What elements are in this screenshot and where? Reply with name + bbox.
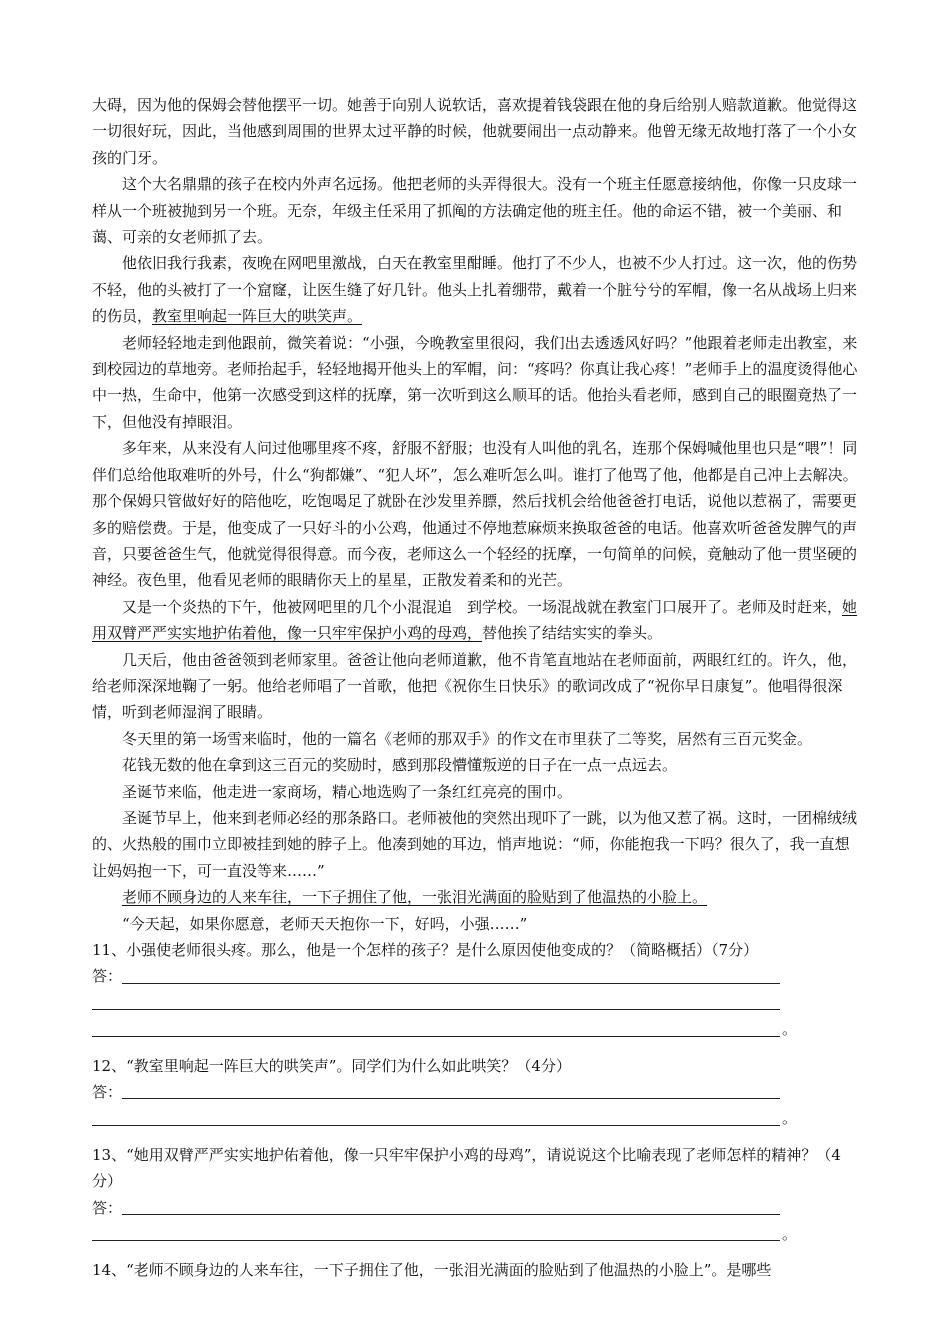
answer-blank-line[interactable]	[122, 983, 780, 984]
paragraph-text: 又是一个炎热的下午，他被网吧里的几个小混混追 到学校。一场混战就在教室门口展开了。老师及时赶来，	[122, 597, 843, 616]
paragraph-text: 花钱无数的他在拿到这三百元的奖励时，感到那段懵懂叛逆的日子在一点一点远去。	[122, 756, 678, 775]
answer-label: 答：	[92, 1198, 123, 1217]
answer-end-mark: 。	[782, 1224, 798, 1243]
passage-paragraph	[92, 92, 862, 171]
paragraph-text: “今天起，如果你愿意，老师天天抱你一下，好吗，小强……”	[122, 914, 528, 933]
passage-paragraph	[92, 726, 862, 752]
paragraph-text: 圣诞节来临，他走进一家商场，精心地选购了一条红红亮亮的围巾。	[122, 782, 573, 801]
answer-row[interactable]	[92, 1079, 862, 1105]
passage-paragraph	[92, 250, 862, 329]
answer-label: 答：	[92, 967, 123, 986]
question-text: 13、“她用双臂严严实实地护佑着他，像一只牢牢保护小鸡的母鸡”，请说说这个比喻表现了老师怎样的精神？（4分）	[92, 1145, 841, 1191]
underlined-sentence: 她用双臂严严实实地护佑着他，像一只牢牢保护小鸡的母鸡，	[92, 597, 858, 643]
question-text: 12、“教室里响起一阵巨大的哄笑声”。同学们为什么如此哄笑？（4分）	[92, 1056, 571, 1075]
underlined-sentence: 教室里响起一阵巨大的哄笑声。	[152, 307, 363, 326]
paragraph-text: 替他挨了结结实实的拳头。	[482, 624, 663, 643]
answer-blank-line[interactable]	[92, 1009, 780, 1010]
answer-blank-line[interactable]	[92, 1125, 780, 1126]
question-text: 11、小强使老师很头疼。那么，他是一个怎样的孩子？是什么原因使他变成的？（简略概括）（7分）	[92, 941, 759, 959]
question-spacer	[92, 1247, 862, 1257]
underlined-sentence: 老师不顾身边的人来车往，一下子拥住了他，一张泪光满面的脸贴到了他温热的小脸上。	[122, 888, 708, 907]
passage-paragraph	[92, 752, 862, 778]
answer-blank-row[interactable]	[92, 1221, 862, 1247]
answer-blank-row[interactable]	[92, 990, 862, 1016]
answer-end-mark: 。	[782, 1020, 798, 1039]
answer-blank-line[interactable]	[92, 1036, 780, 1037]
passage-paragraph	[92, 884, 862, 910]
question-spacer	[92, 1043, 862, 1053]
paragraph-text: 圣诞节早上，他来到老师必经的那条路口。老师被他的突然出现吓了一跳，以为他又惹了祸。这时，一团棉绒绒的、火热般的围巾立即被挂到她的脖子上。他凑到她的耳边，悄声地说：“师，你能抱我一下吗？很久了，我一直想让妈妈抱一下，可一直没等来……”	[92, 808, 858, 880]
passage-paragraph	[92, 435, 862, 593]
question-spacer	[92, 1132, 862, 1142]
answer-blank-row[interactable]	[92, 1105, 862, 1131]
paragraph-text: 这个大名鼎鼎的孩子在校内外声名远扬。他把老师的头弄得很大。没有一个班主任愿意接纳他，你像一只皮球一样从一个班被抛到另一个班。无奈，年级主任采用了抓阄的方法确定他的班主任。他的命运不错，被一个美丽、和蔼、可亲的女老师抓了去。	[92, 175, 858, 247]
passage-paragraph	[92, 911, 862, 937]
answer-end-mark: 。	[782, 1109, 798, 1128]
passage-paragraph	[92, 330, 862, 436]
answer-blank-row[interactable]	[92, 1016, 862, 1042]
passage-paragraph	[92, 171, 862, 250]
passage-paragraph	[92, 647, 862, 726]
reading-passage	[92, 92, 862, 937]
answer-label: 答：	[92, 1082, 123, 1101]
answer-blank-line[interactable]	[122, 1214, 780, 1215]
passage-paragraph	[92, 594, 862, 647]
paragraph-text: 多年来，从来没有人问过他哪里疼不疼，舒服不舒服；也没有人叫他的乳名，连那个保姆喊他里也只是“喂”！同伴们总给他取难听的外号，什么“狗都嫌”、“犯人坏”，怎么难听怎么叫。谁打了他骂了他，他都是自己冲上去解决。那个保姆只管做好好的陪他吃，吃饱喝足了就卧在沙发里养膘，然后找机会给他爸爸打电话，说他以惹祸了，需要更多的赔偿费。于是，他变成了一只好斗的小公鸡，他通过不停地惹麻烦来换取爸爸的电话。他喜欢听爸爸发脾气的声音，只要爸爸生气，他就觉得很得意。而今夜，老师这么一个轻经的抚摩，一句简单的问候，竟触动了他一贯坚硬的神经。夜色里，他看见老师的眼睛你天上的星星，正散发着柔和的光芒。	[92, 439, 858, 590]
question-text: 14、“老师不顾身边的人来车往，一下子拥住了他，一张泪光满面的脸贴到了他温热的小脸上”。是哪些	[92, 1261, 772, 1280]
answer-row[interactable]	[92, 963, 862, 989]
paragraph-text: 大碍，因为他的保姆会替他摆平一切。她善于向别人说软话，喜欢提着钱袋跟在他的身后给别人赔款道歉。他觉得这一切很好玩，因此，当他感到周围的世界太过平静的时候，他就要闹出一点动静来。他曾无缘无故地打落了一个小女孩的门牙。	[92, 96, 858, 167]
question-section	[92, 937, 862, 1284]
passage-paragraph	[92, 779, 862, 805]
paragraph-text: 老师轻轻地走到他跟前，微笑着说：“小强，今晚教室里很闷，我们出去透透风好吗？”他跟着老师走出教室，来到校园边的草地旁。老师抬起手，轻轻地揭开他头上的军帽，问：“疼吗？你真让我心疼！”老师手上的温度烫得他心中一热，生命中，他第一次感受到这样的抚摩，第一次听到这么顺耳的话。他抬头看老师，感到自己的眼圈竟热了一下，但他没有掉眼泪。	[92, 333, 858, 431]
answer-blank-line[interactable]	[122, 1098, 780, 1099]
passage-paragraph	[92, 805, 862, 884]
paragraph-text: 他依旧我行我素，夜晚在网吧里激战，白天在教室里酣睡。他打了不少人，也被不少人打过。这一次，他的伤势不轻，他的头被打了一个窟窿，让医生缝了好几针。他头上扎着绷带，戴着一个脏兮兮的军帽，像一名从战场上归来的伤员，	[92, 254, 858, 326]
paragraph-text: 几天后，他由爸爸领到老师家里。爸爸让他向老师道歉，他不肯笔直地站在老师面前，两眼红红的。许久，他，给老师深深地鞠了一躬。他给老师唱了一首歌，他把《祝你生日快乐》的歌词改成了“祝你早日康复”。他唱得很深情，听到老师湿润了眼睛。	[92, 650, 858, 722]
answer-row[interactable]	[92, 1195, 862, 1221]
answer-blank-line[interactable]	[92, 1240, 780, 1241]
paragraph-text: 冬天里的第一场雪来临时，他的一篇名《老师的那双手》的作文在市里获了二等奖，居然有三百元奖金。	[122, 729, 813, 748]
